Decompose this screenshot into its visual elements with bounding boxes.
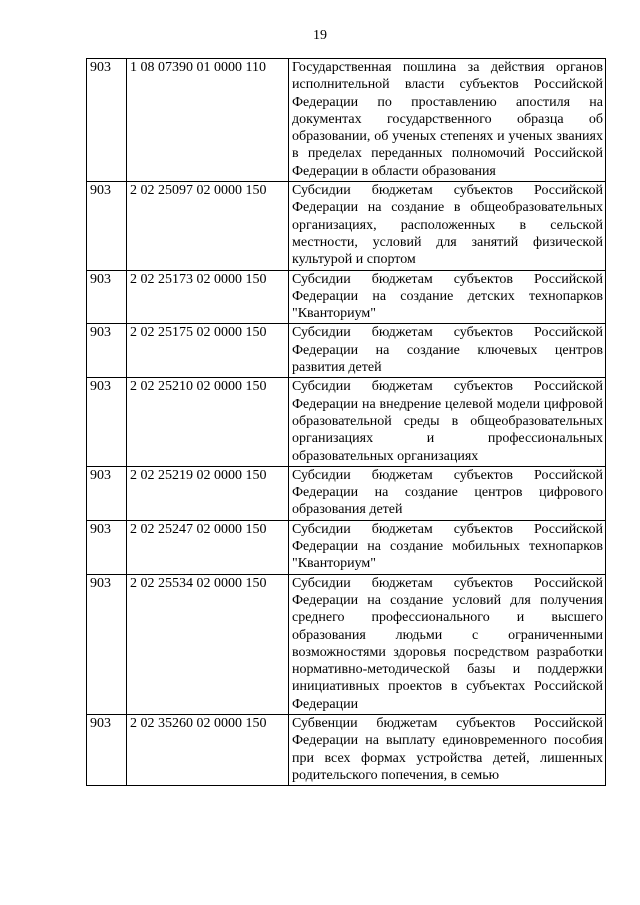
income-name-cell: Субсидии бюджетам субъектов Российской Федерации на создание ключевых центров развития детей	[289, 324, 606, 378]
budget-code-cell: 2 02 25534 02 0000 150	[127, 574, 289, 714]
table-row	[87, 378, 606, 466]
admin-code-cell: 903	[87, 324, 127, 378]
income-name-cell: Субсидии бюджетам субъектов Российской Федерации на создание мобильных технопарков "Кванториум"	[289, 520, 606, 574]
income-name-cell: Субвенции бюджетам субъектов Российской Федерации на выплату единовременного пособия при всех формах устройства детей, лишенных родительского попечения, в семью	[289, 714, 606, 785]
income-name-cell: Государственная пошлина за действия органов исполнительной власти субъектов Российской Федерации по проставлению апостиля на документах государственного образца об образовании, об ученых степенях и ученых званиях в пределах переданных полномочий Российской Федерации в области образования	[289, 59, 606, 182]
income-name-cell: Субсидии бюджетам субъектов Российской Федерации на создание условий для получения среднего профессионального и высшего образования людьми с ограниченными возможностями здоровья посредством разработки нормативно-методической базы и поддержки инициативных проектов в субъектах Российской Федерации	[289, 574, 606, 714]
table-row	[87, 466, 606, 520]
budget-code-cell: 1 08 07390 01 0000 110	[127, 59, 289, 182]
income-name-cell: Субсидии бюджетам субъектов Российской Федерации на создание центров цифрового образования детей	[289, 466, 606, 520]
income-name-cell: Субсидии бюджетам субъектов Российской Федерации на внедрение целевой модели цифровой образовательной среды в общеобразовательных организациях и профессиональных образовательных организациях	[289, 378, 606, 466]
table-row	[87, 270, 606, 324]
income-name-cell: Субсидии бюджетам субъектов Российской Федерации на создание детских технопарков "Кванториум"	[289, 270, 606, 324]
budget-code-cell: 2 02 25173 02 0000 150	[127, 270, 289, 324]
budget-classification-table	[86, 58, 606, 786]
table-row	[87, 574, 606, 714]
budget-code-cell: 2 02 25175 02 0000 150	[127, 324, 289, 378]
admin-code-cell: 903	[87, 182, 127, 270]
income-name-cell: Субсидии бюджетам субъектов Российской Федерации на создание в общеобразовательных организациях, расположенных в сельской местности, условий для занятий физической культурой и спортом	[289, 182, 606, 270]
budget-code-cell: 2 02 35260 02 0000 150	[127, 714, 289, 785]
admin-code-cell: 903	[87, 378, 127, 466]
table-row	[87, 714, 606, 785]
table-row	[87, 182, 606, 270]
admin-code-cell: 903	[87, 466, 127, 520]
admin-code-cell: 903	[87, 270, 127, 324]
table-row	[87, 520, 606, 574]
budget-code-cell: 2 02 25210 02 0000 150	[127, 378, 289, 466]
table-row	[87, 59, 606, 182]
budget-code-cell: 2 02 25097 02 0000 150	[127, 182, 289, 270]
admin-code-cell: 903	[87, 574, 127, 714]
table-row	[87, 324, 606, 378]
budget-code-cell: 2 02 25247 02 0000 150	[127, 520, 289, 574]
admin-code-cell: 903	[87, 520, 127, 574]
page-number: 19	[313, 28, 327, 43]
admin-code-cell: 903	[87, 714, 127, 785]
budget-code-cell: 2 02 25219 02 0000 150	[127, 466, 289, 520]
admin-code-cell: 903	[87, 59, 127, 182]
